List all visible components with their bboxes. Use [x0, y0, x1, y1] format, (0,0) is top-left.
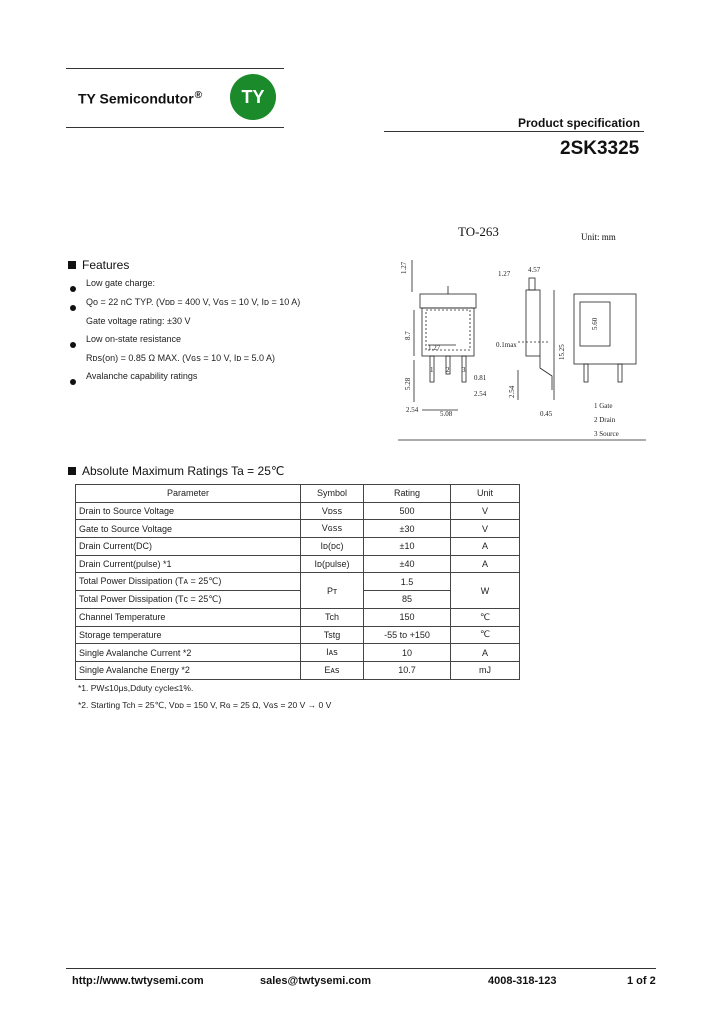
unit-cell: A [451, 538, 520, 556]
dim-label: 4.57 [528, 266, 541, 274]
table-row [76, 555, 520, 573]
dim-label: 5.60 [591, 317, 599, 330]
features-title: Features [82, 258, 130, 272]
table-row [76, 520, 520, 538]
unit-cell: ℃ [451, 626, 520, 644]
footnote-1: *1. PW≤10μs,Dduty cycle≤1%. [78, 683, 194, 693]
features-heading [68, 258, 129, 272]
company-name [78, 90, 202, 107]
symbol-cell: Iᴀꜱ [301, 644, 364, 662]
pin-label: 2 Drain [594, 416, 616, 424]
pin-number: 1 [430, 366, 434, 374]
back-lead-1 [584, 364, 588, 382]
header-cell: Unit [451, 485, 520, 503]
param-cell: Storage temperature [76, 626, 301, 644]
square-bullet-icon [68, 261, 76, 269]
rating-cell: 10.7 [364, 661, 451, 679]
back-lead-3 [618, 364, 622, 382]
rating-cell: 150 [364, 608, 451, 626]
dim-label: 5.08 [440, 410, 453, 418]
back-view-body [574, 294, 636, 364]
symbol-cell: Eᴀꜱ [301, 661, 364, 679]
table-row [76, 626, 520, 644]
unit-cell: V [451, 502, 520, 520]
bullet-icon [70, 298, 76, 316]
param-cell: Drain Current(pulse) *1 [76, 555, 301, 573]
footer-phone: 4008-318-123 [488, 975, 557, 987]
dim-label: 5.28 [404, 377, 412, 390]
feature-item: Avalanche capability ratings [86, 371, 198, 381]
table-row [76, 502, 520, 520]
header-cell: Parameter [76, 485, 301, 503]
param-cell: Total Power Dissipation (Tᴄ = 25℃) [76, 591, 301, 609]
symbol-cell: Tstg [301, 626, 364, 644]
symbol-cell: Pᴛ [301, 573, 364, 608]
square-bullet-icon [68, 467, 76, 475]
param-cell: Total Power Dissipation (Tᴀ = 25℃) [76, 573, 301, 591]
rating-cell: -55 to +150 [364, 626, 451, 644]
table-row [76, 573, 520, 591]
table-row [76, 644, 520, 662]
package-name: TO-263 [458, 224, 499, 239]
param-cell: Channel Temperature [76, 608, 301, 626]
unit-cell: mJ [451, 661, 520, 679]
unit-cell: V [451, 520, 520, 538]
dim-label: 1.27 [400, 261, 408, 274]
company-name-text: TY Semicondutor [78, 90, 194, 107]
dim-label: 0.45 [540, 410, 553, 418]
symbol-cell: Iᴅ(pulse) [301, 555, 364, 573]
bullet-icon [70, 279, 76, 297]
rating-cell: ±40 [364, 555, 451, 573]
package-tab [420, 294, 476, 308]
side-view-body [526, 290, 540, 356]
dim-label: 2.54 [508, 385, 516, 398]
param-cell: Drain to Source Voltage [76, 502, 301, 520]
unit-cell: W [451, 573, 520, 608]
table-row [76, 661, 520, 679]
unit-cell: A [451, 555, 520, 573]
bullet-icon [70, 335, 76, 353]
footnote-2: *2. Starting Tch = 25℃, Vᴅᴅ = 150 V, Rɢ = 25 Ω, Vɢꜱ = 20 V → 0 V [78, 700, 332, 710]
pin-label: 1 Gate [594, 402, 613, 410]
feature-item: Low gate charge: [86, 278, 156, 288]
ty-logo [230, 74, 276, 120]
footer-website-link[interactable]: http://www.twtysemi.com [72, 975, 204, 987]
registered-mark: ® [194, 90, 203, 101]
footer-email-link[interactable]: sales@twtysemi.com [260, 975, 371, 987]
footer-page-number: 1 of 2 [627, 975, 656, 987]
rating-cell: ±30 [364, 520, 451, 538]
pin-number: 2 [446, 366, 450, 374]
param-cell: Drain Current(DC) [76, 538, 301, 556]
param-cell: Gate to Source Voltage [76, 520, 301, 538]
dim-label: 1.27 [428, 344, 441, 352]
doc-type: Product specification [518, 116, 641, 130]
symbol-cell: Tch [301, 608, 364, 626]
dim-label: 2.54 [406, 406, 419, 414]
header-cell: Symbol [301, 485, 364, 503]
symbol-cell: Iᴅ(ᴅᴄ) [301, 538, 364, 556]
feature-item: Gate voltage rating: ±30 V [86, 316, 191, 326]
ratings-title: Absolute Maximum Ratings Ta = 25℃ [82, 464, 285, 478]
feature-item: Rᴅꜱ(on) = 0.85 Ω MAX. (Vɢꜱ = 10 V, Iᴅ = 5.0 A) [86, 353, 276, 363]
feature-item: Low on-state resistance [86, 334, 182, 344]
dim-label: 15.25 [558, 344, 566, 360]
feature-item: Qᴏ = 22 nC TYP. (Vᴅᴅ = 400 V, Vɢꜱ = 10 V, Iᴅ = 10 A) [86, 297, 301, 307]
symbol-cell: Vᴅꜱꜱ [301, 502, 364, 520]
side-view-lead [540, 356, 552, 390]
header-divider [384, 131, 644, 132]
dim-label: 0.1max [496, 341, 517, 349]
rating-cell: 500 [364, 502, 451, 520]
dim-label: 8.7 [404, 331, 412, 340]
unit-cell: A [451, 644, 520, 662]
dim-label: 2.54 [474, 390, 487, 398]
logo-text: TY [241, 86, 265, 107]
dim-label: 1.27 [498, 270, 511, 278]
pin-number: 3 [462, 366, 466, 374]
param-cell: Single Avalanche Current *2 [76, 644, 301, 662]
table-header-row [76, 485, 520, 503]
rating-cell: 10 [364, 644, 451, 662]
unit-cell: ℃ [451, 608, 520, 626]
rating-cell: 85 [364, 591, 451, 609]
footer-divider [66, 968, 656, 969]
rating-cell: 1.5 [364, 573, 451, 591]
header-cell: Rating [364, 485, 451, 503]
part-number: 2SK3325 [560, 138, 640, 159]
pin-label: 3 Source [594, 430, 619, 438]
bullet-icon [70, 372, 76, 390]
table-row [76, 608, 520, 626]
ratings-table [75, 484, 520, 680]
table-row [76, 538, 520, 556]
ratings-heading [68, 464, 284, 478]
dim-label: 0.81 [474, 374, 487, 382]
symbol-cell: Vɢꜱꜱ [301, 520, 364, 538]
param-cell: Single Avalanche Energy *2 [76, 661, 301, 679]
rating-cell: ±10 [364, 538, 451, 556]
package-outline-drawing [398, 250, 648, 445]
unit-label: Unit: mm [581, 232, 616, 242]
side-view-tab [529, 278, 535, 290]
